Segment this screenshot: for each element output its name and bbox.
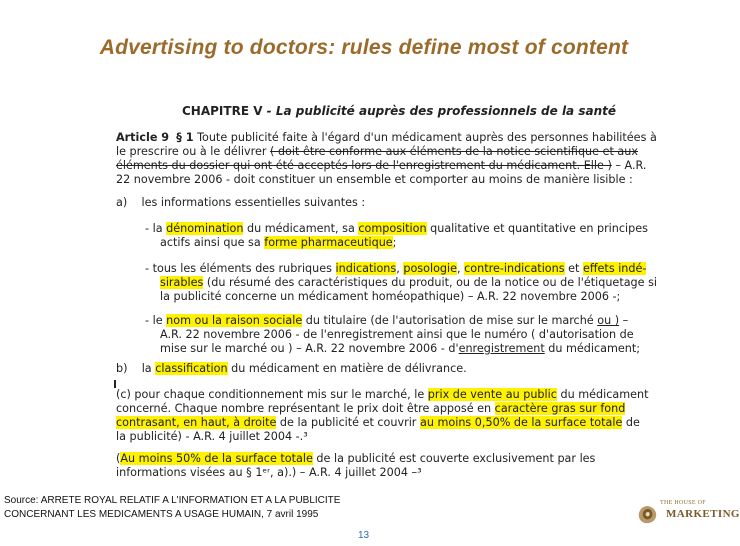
bullet-3-line-2: A.R. 22 novembre 2006 - de l'enregistrement ainsi que le numéro ( d'autorisation de: [160, 328, 634, 341]
article-text: le prescrire ou à le délivrer: [116, 145, 271, 158]
highlight: contre-indications: [464, 262, 565, 275]
bullet-1-line-2: actifs ainsi que sa forme pharmaceutique;: [160, 236, 397, 249]
slide-title: Advertising to doctors: rules define most of content: [99, 36, 629, 59]
highlight: dénomination: [166, 222, 244, 235]
article-line-4: [116, 173, 633, 187]
bullet-2-line-1: - tous les éléments des rubriques indications, posologie, contre-indications et effets indé-: [145, 262, 647, 275]
article-text: – A.R.: [611, 159, 647, 172]
paren-note-line-1: (Au moins 50% de la surface totale de la publicité est couverte exclusivement par les: [116, 452, 596, 465]
underlined-text: ou ): [597, 314, 620, 327]
article-line-3: [116, 159, 646, 173]
bullet-3-line-3: mise sur le marché ou ) – A.R. 22 novembre 2006 - d'enregistrement du médicament;: [160, 342, 641, 355]
item-label: b): [116, 362, 128, 375]
source-line-1: Source: ARRETE ROYAL RELATIF A L'INFORMATION ET A LA PUBLICITE: [4, 495, 341, 506]
item-c-line-2: concerné. Chaque nombre représentant le prix doit être apposé en caractère gras sur fond: [116, 402, 626, 415]
highlight: composition: [358, 222, 427, 235]
item-b: b) la classification du médicament en matière de délivrance.: [116, 362, 467, 375]
bullet-3-line-1: - le nom ou la raison sociale du titulaire (de l'autorisation de mise sur le marché ou ) –: [145, 314, 629, 327]
highlight: contrasant, en haut, à droite: [116, 416, 277, 429]
highlight: classification: [155, 362, 228, 375]
highlight: Au moins 50% de la surface totale: [120, 452, 313, 465]
item-c-line-4: la publicité) - A.R. 4 juillet 2004 -.³: [116, 430, 308, 443]
highlight: forme pharmaceutique: [264, 236, 393, 249]
highlight: effets indé-: [582, 262, 647, 275]
item-label: a): [116, 196, 128, 209]
highlight: sirables: [160, 276, 204, 289]
struck-text: éléments du dossier qui ont été acceptés lors de l'enregistrement du médicament. Elle ): [116, 159, 612, 172]
highlight: indications: [335, 262, 397, 275]
bullet-2-line-2: sirables (du résumé des caractéristiques du produit, ou de la notice ou de l'étiquetage si: [160, 276, 658, 289]
item-a: [116, 196, 365, 210]
shell-icon: [636, 504, 660, 526]
source-line-2: CONCERNANT LES MEDICAMENTS A USAGE HUMAIN, 7 avril 1995: [4, 509, 319, 520]
article-paragraph: § 1: [176, 131, 194, 144]
page-number: 13: [358, 530, 370, 541]
logo-tagline: THE HOUSE OF: [660, 500, 706, 506]
article-text: Toute publicité faite à l'égard d'un médicament auprès des personnes habilitées à: [197, 131, 657, 144]
article-label: Article 9: [116, 131, 170, 144]
logo-wordmark: MARKETING: [666, 508, 740, 520]
highlight: prix de vente au public: [427, 388, 557, 401]
article-line-2: [116, 145, 638, 159]
highlight: au moins 0,50% de la surface totale: [419, 416, 623, 429]
article-line-1: [116, 131, 657, 145]
bullet-2-line-3: la publicité concerne un médicament homéopathique) – A.R. 22 novembre 2006 -;: [160, 290, 621, 303]
underlined-text: enregistrement: [458, 342, 545, 355]
highlight: caractère gras sur fond: [494, 402, 626, 415]
highlight: nom ou la raison sociale: [166, 314, 303, 327]
margin-mark: [114, 380, 116, 388]
source-citation: [4, 494, 340, 522]
article-text: 22 novembre 2006 - doit constituer un ensemble et comporter au moins de manière lisible :: [116, 173, 633, 186]
paren-note-line-2: informations visées au § 1ᵉʳ, a).) – A.R. 4 juillet 2004 –³: [116, 466, 422, 479]
company-logo: [636, 500, 740, 530]
item-text: les informations essentielles suivantes :: [141, 196, 366, 209]
highlight: posologie: [403, 262, 458, 275]
item-c-line-3: contrasant, en haut, à droite de la publicité et couvrir au moins 0,50% de la surface totale de: [116, 416, 640, 429]
bullet-1-line-1: - la dénomination du médicament, sa composition qualitative et quantitative en principes: [145, 222, 648, 235]
struck-text: ( doit être conforme aux éléments de la notice scientifique et aux: [270, 145, 638, 158]
chapter-heading: [182, 104, 616, 118]
chapter-title: - La publicité auprès des professionnels de la santé: [262, 104, 616, 118]
chapter-label: CHAPITRE V: [182, 104, 263, 118]
item-c-line-1: (c) pour chaque conditionnement mis sur le marché, le prix de vente au public du médicament: [116, 388, 649, 401]
